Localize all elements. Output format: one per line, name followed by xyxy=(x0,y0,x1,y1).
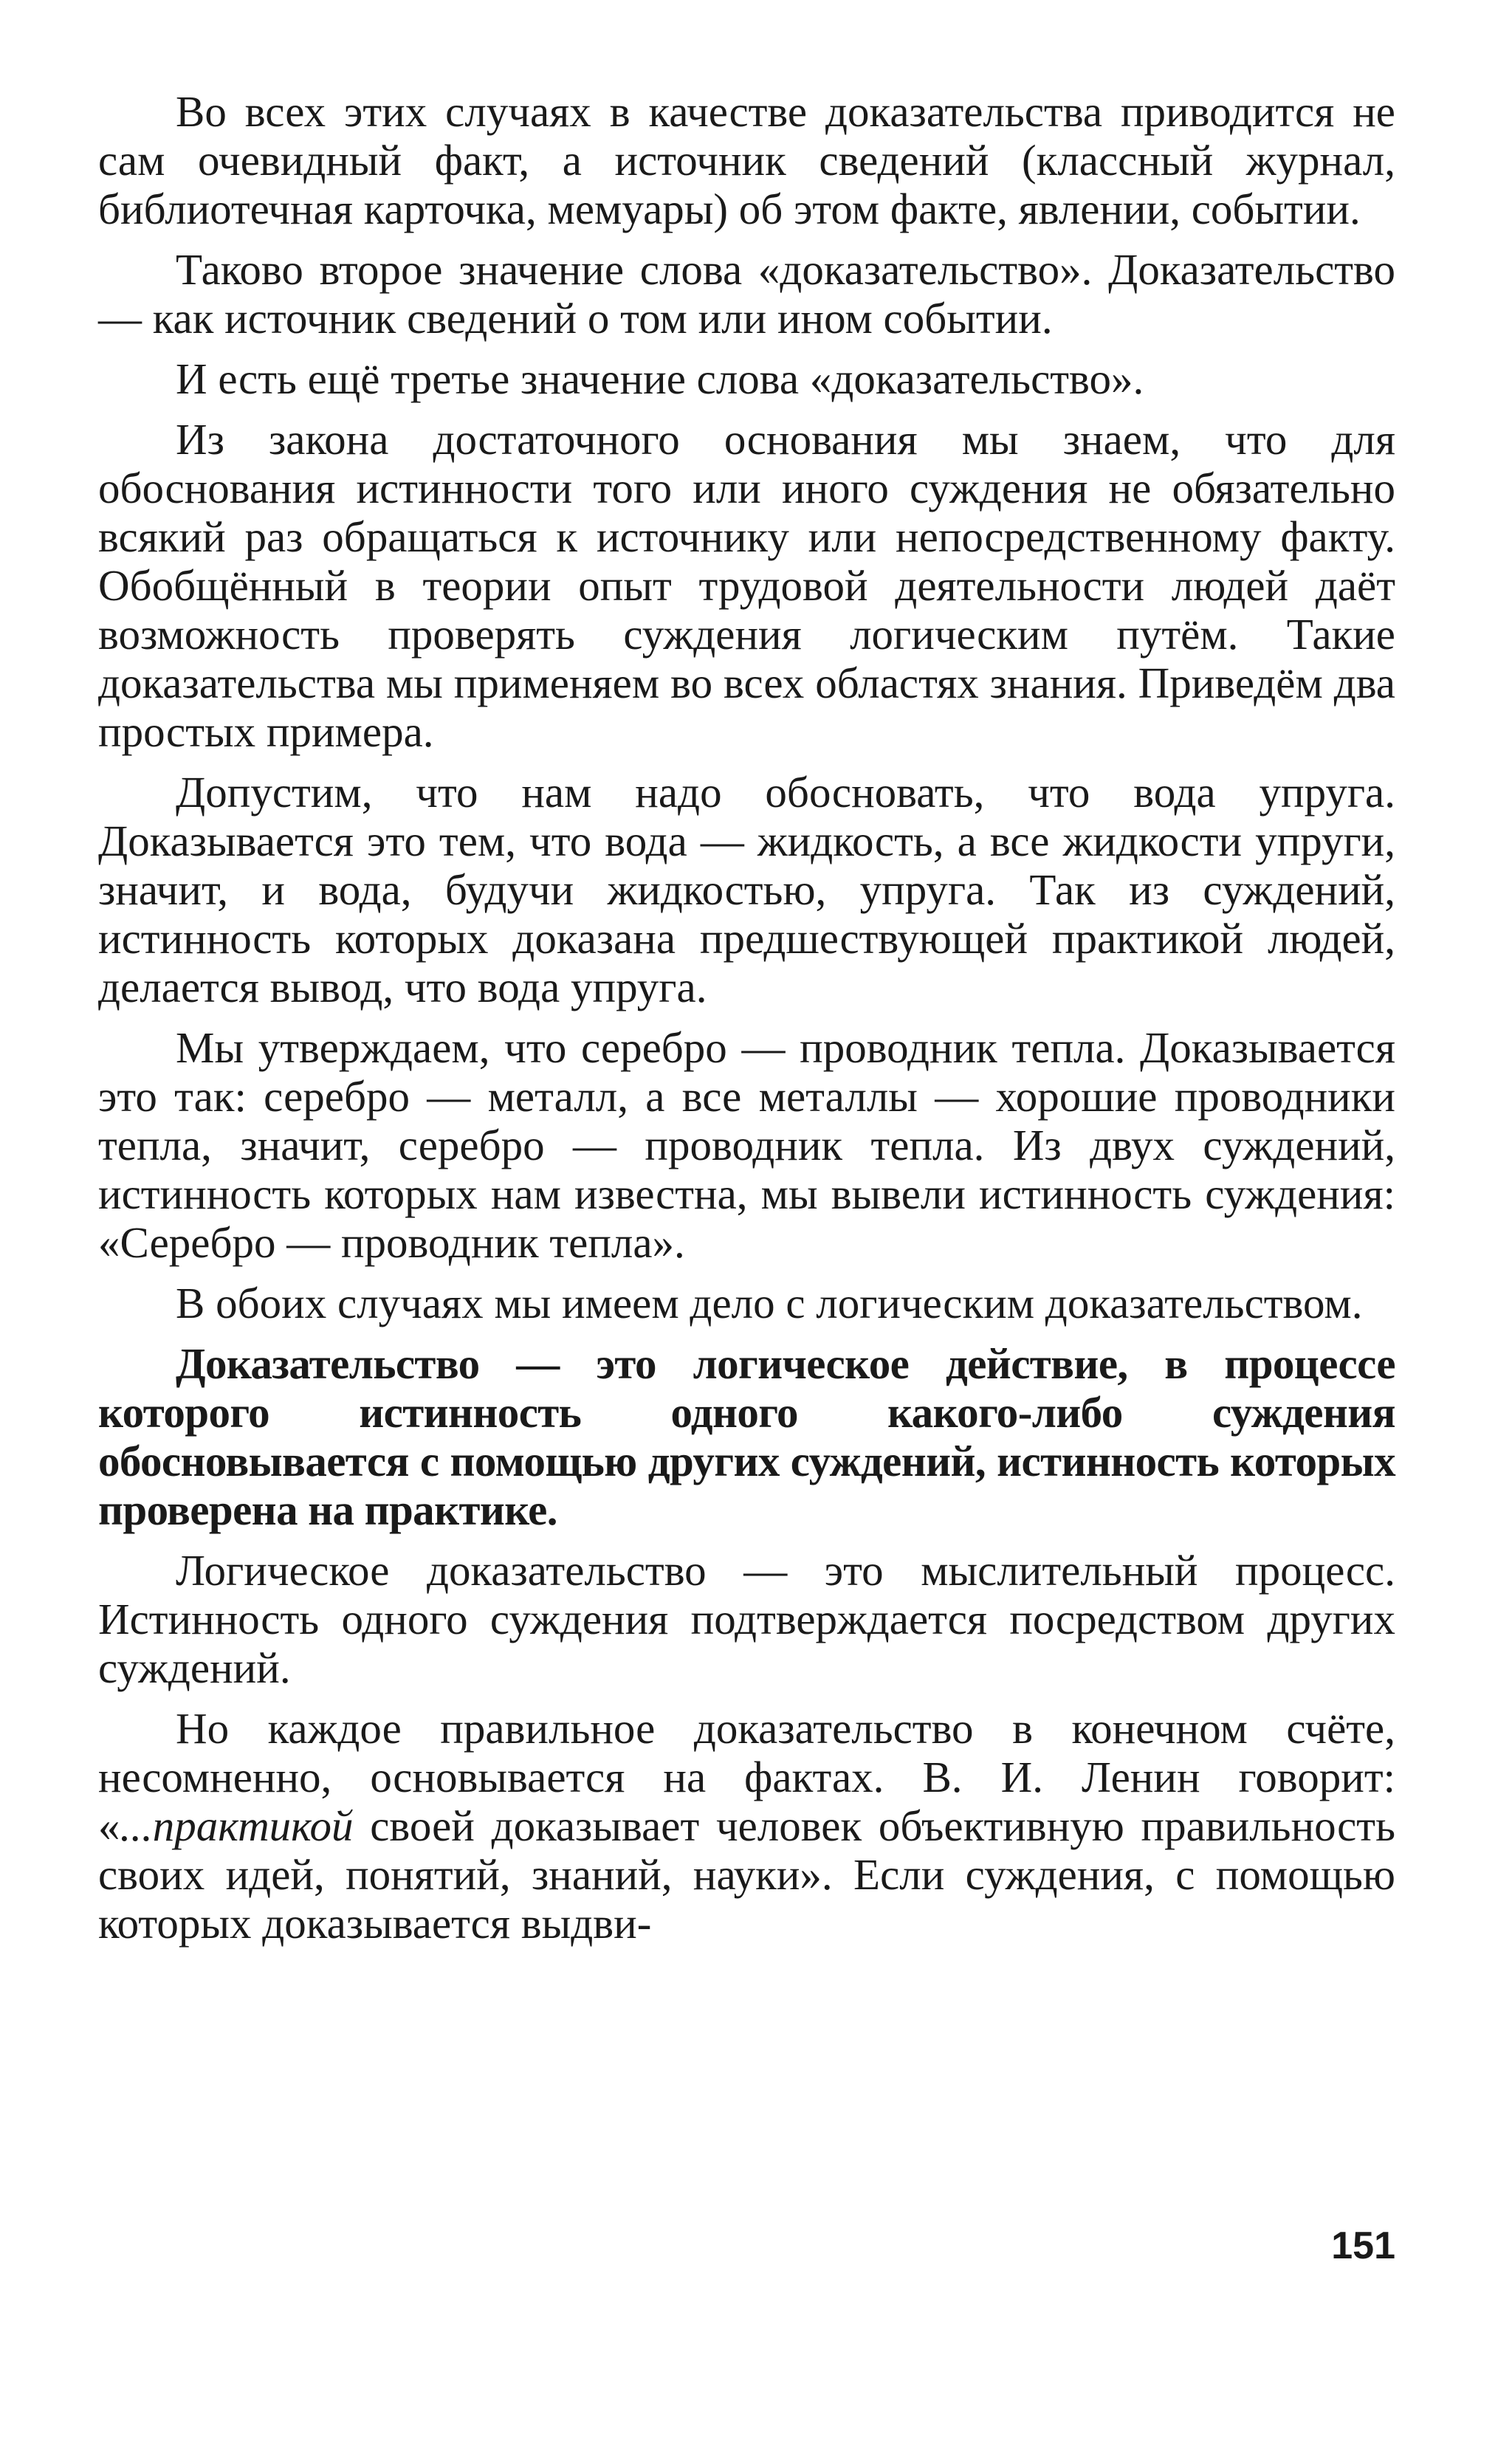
lenin-text-after: своей доказывает человек объективную правильность своих идей, понятий, знаний, науки». Если суждения, с помощью которых доказывается выдви- xyxy=(98,1801,1395,1948)
paragraph-water-example: Допустим, что нам надо обосновать, что вода упруга. Доказывается это тем, что вода — жидкость, а все жидкости упруги, значит, и вода, будучи жидкостью, упруга. Так из суждений, истинность которых доказана предшествующей практикой людей, делается вывод, что вода упруга. xyxy=(98,768,1395,1011)
lenin-text-before: Но каждое правильное доказательство в конечном счёте, несомненно, основывается на фактах. В. И. Ленин говорит: « xyxy=(98,1704,1395,1850)
paragraph-logical-proof-cases: В обоих случаях мы имеем дело с логическим доказательством. xyxy=(176,1279,1363,1327)
paragraph-second-meaning: Таково второе значение слова «доказательство». Доказательство — как источник сведений о том или ином событии. xyxy=(98,245,1395,343)
paragraph-evidence-sources: Во всех этих случаях в качестве доказательства приводится не сам очевидный факт, а источник сведений (классный журнал, библиотечная карточка, мемуары) об этом факте, явлении, событии. xyxy=(98,87,1395,233)
page-number: 151 xyxy=(1331,2224,1395,2267)
paragraph-third-meaning: И есть ещё третье значение слова «доказательство». xyxy=(176,354,1144,403)
paragraph-silver-example: Мы утверждаем, что серебро — проводник тепла. Доказывается это так: серебро — металл, а все металлы — хорошие проводники тепла, значит, серебро — проводник тепла. Из двух суждений, истинность которых нам известна, мы вывели истинность суждения: «Серебро — проводник тепла». xyxy=(98,1023,1395,1267)
lenin-italic-word: ...практикой xyxy=(120,1801,354,1850)
paragraph-logical-proof: Логическое доказательство — это мыслительный процесс. Истинность одного суждения подтверждается посредством других суждений. xyxy=(98,1546,1395,1692)
paragraph-lenin-quote xyxy=(98,1704,1395,1948)
paragraph-sufficient-reason: Из закона достаточного основания мы знаем, что для обоснования истинности того или иного суждения не обязательно всякий раз обращаться к источнику или непосредственному факту. Обобщённый в теории опыт трудовой деятельности людей даёт возможность проверять суждения логическим путём. Такие доказательства мы применяем во всех областях знания. Приведём два простых примера. xyxy=(98,415,1395,756)
page-body xyxy=(98,87,1395,1959)
definition-paragraph: Доказательство — это логическое действие, в процессе которого истинность одного какого-либо суждения обосновывается с помощью других суждений, истинность которых проверена на практике. xyxy=(98,1339,1395,1534)
